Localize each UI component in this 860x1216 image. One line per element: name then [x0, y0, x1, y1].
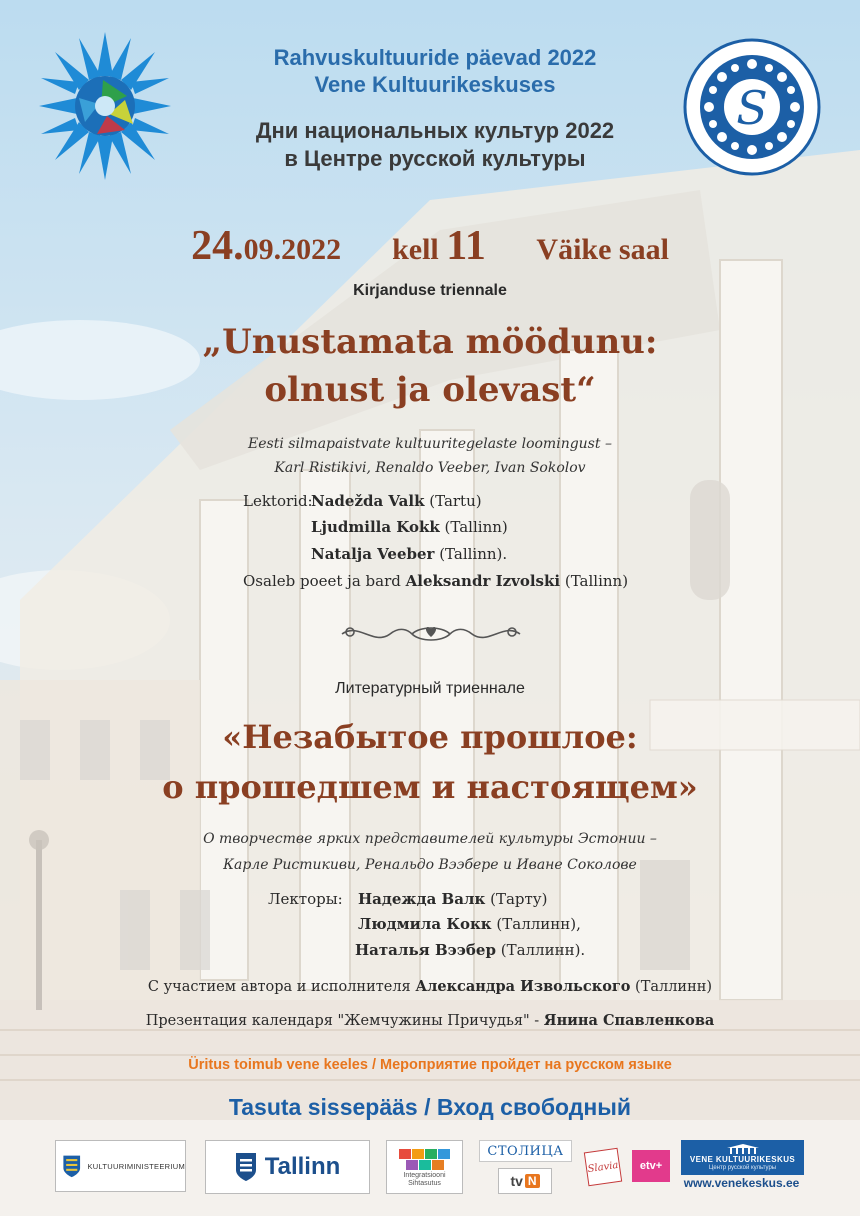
date-rest: 09.2022: [243, 233, 342, 266]
slavia-label: Slavia: [586, 1159, 620, 1175]
slavia-logo: [584, 1148, 622, 1186]
tallinn-label: Tallinn: [264, 1153, 341, 1180]
puzzle-icon: [397, 1147, 453, 1171]
date-day: 24.: [191, 223, 244, 269]
ru-guest: С участием автора и исполнителя Александра Извольского (Таллинн): [147, 978, 713, 995]
et-desc-line2: Karl Ristikivi, Renaldo Veeber, Ivan Sokolov: [274, 460, 586, 476]
venekeskus-label: VENE KULTUURIKESKUS: [689, 1155, 796, 1164]
integration-foundation-logo: [386, 1140, 463, 1194]
coat-of-arms-icon: [62, 1149, 81, 1183]
time-prefix: kell: [392, 233, 447, 266]
website-link[interactable]: www.venekeskus.ee: [683, 1176, 800, 1190]
header-et-line1: Rahvuskultuuride päevad 2022: [273, 45, 597, 70]
ru-lecturer: Наталья Вээбер (Таллинн).: [355, 941, 586, 959]
ru-lecturer: Людмила Кокк (Таллинн),: [358, 915, 581, 933]
et-title-line2: olnust ja olevast“: [264, 370, 596, 410]
venekeskus-logo: [681, 1140, 804, 1175]
seal-logo: [683, 38, 821, 176]
ru-title-line2: о прошедшем и настоящем»: [162, 768, 698, 806]
venue: Väike saal: [536, 233, 669, 266]
et-title-line1: „Unustamata möödunu:: [202, 322, 658, 362]
etv-plus-logo: [632, 1150, 670, 1182]
ru-lecturers-label: Лекторы:: [268, 890, 343, 908]
ru-desc-line2: Карле Ристикиви, Ренальдо Вээбере и Иване Соколове: [223, 857, 637, 873]
integration-label-2: Sihtasutus: [408, 1180, 441, 1187]
venekeskus-sublabel: Центр русской культуры: [708, 1165, 777, 1171]
et-lecturer: Nadežda Valk (Tartu): [311, 492, 482, 510]
date-line: [0, 222, 860, 270]
header-et-line2: Vene Kultuurikeskuses: [314, 72, 556, 97]
et-subtitle: Kirjanduse triennale: [353, 282, 507, 299]
time-value: 11: [446, 223, 486, 269]
header-ru-line2: в Центре русской культуры: [284, 146, 586, 171]
et-desc-line1: Eesti silmapaistvate kultuuritegelaste loomingust –: [248, 436, 612, 452]
tallinn-logo: [205, 1140, 370, 1194]
cornflower-logo: [38, 28, 172, 184]
ru-desc-line1: О творчестве ярких представителей культуры Эстонии –: [203, 831, 657, 847]
etv-label: etv+: [639, 1160, 663, 1172]
ru-lecturer: Надежда Валк (Тарту): [358, 890, 548, 908]
free-entry: Tasuta sissepääs / Вход свободный: [228, 1094, 632, 1120]
tv-label: tv: [510, 1173, 523, 1189]
tvn-logo: [498, 1168, 552, 1194]
building-icon: [725, 1144, 761, 1154]
tallinn-shield-icon: [235, 1152, 257, 1182]
stolitsa-logo: [479, 1140, 572, 1162]
svg-text:S: S: [736, 81, 768, 135]
header-ru-line1: Дни национальных культур 2022: [255, 118, 615, 143]
ru-presentation: Презентация календаря "Жемчужины Причудья" - Янина Спавленкова: [145, 1012, 715, 1029]
ru-title-line1: «Незабытое прошлое:: [222, 718, 638, 756]
ministry-logo: [55, 1140, 186, 1192]
et-lecturers-label: Lektorid:: [243, 492, 313, 510]
tv-n-label: N: [525, 1174, 540, 1188]
ministry-label: KULTUURIMINISTEERIUM: [87, 1161, 185, 1171]
ru-subtitle: Литературный триеннале: [335, 680, 525, 697]
language-note: Üritus toimub vene keeles / Мероприятие пройдет на русском языке: [188, 1057, 672, 1073]
et-lecturer: Ljudmilla Kokk (Tallinn): [311, 518, 508, 536]
stolitsa-label: СТОЛИЦА: [487, 1143, 564, 1159]
et-lecturer: Natalja Veeber (Tallinn).: [311, 545, 508, 563]
et-guest: Osaleb poeet ja bard Aleksandr Izvolski (Tallinn): [243, 572, 629, 590]
ornament-divider: [338, 620, 524, 648]
integration-label-1: Integratsiooni: [403, 1172, 446, 1179]
